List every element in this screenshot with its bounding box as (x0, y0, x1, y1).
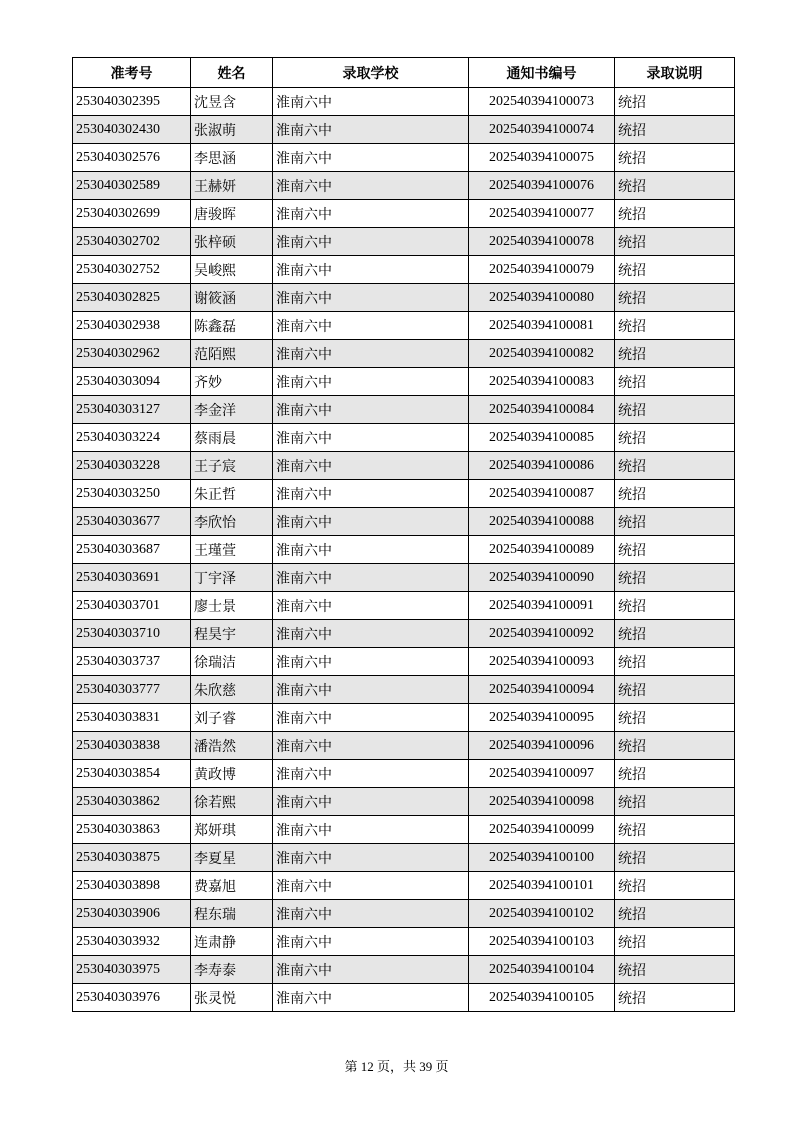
admission-note-cell: 统招 (615, 844, 735, 872)
notice-number-cell: 202540394100088 (469, 508, 615, 536)
table-row (73, 144, 735, 172)
notice-number-cell: 202540394100074 (469, 116, 615, 144)
notice-number-cell: 202540394100080 (469, 284, 615, 312)
school-cell: 淮南六中 (273, 312, 469, 340)
admission-note-cell: 统招 (615, 648, 735, 676)
admission-note-cell: 统招 (615, 480, 735, 508)
name-cell: 李金洋 (191, 396, 273, 424)
exam-number-cell: 253040303701 (73, 592, 191, 620)
table-row (73, 88, 735, 116)
school-cell: 淮南六中 (273, 648, 469, 676)
exam-number-cell: 253040303224 (73, 424, 191, 452)
school-cell: 淮南六中 (273, 620, 469, 648)
table-row (73, 256, 735, 284)
admission-table (72, 57, 735, 1012)
admission-note-cell: 统招 (615, 872, 735, 900)
school-cell: 淮南六中 (273, 844, 469, 872)
school-cell: 淮南六中 (273, 872, 469, 900)
admission-note-cell: 统招 (615, 592, 735, 620)
exam-number-cell: 253040302699 (73, 200, 191, 228)
name-cell: 郑妍琪 (191, 816, 273, 844)
school-cell: 淮南六中 (273, 956, 469, 984)
admission-note-cell: 统招 (615, 116, 735, 144)
exam-number-cell: 253040303906 (73, 900, 191, 928)
exam-number-cell: 253040303250 (73, 480, 191, 508)
table-row (73, 368, 735, 396)
admission-note-cell: 统招 (615, 816, 735, 844)
exam-number-cell: 253040302752 (73, 256, 191, 284)
notice-number-cell: 202540394100094 (469, 676, 615, 704)
name-cell: 徐瑞洁 (191, 648, 273, 676)
notice-number-cell: 202540394100081 (469, 312, 615, 340)
table-row (73, 788, 735, 816)
admission-note-cell: 统招 (615, 284, 735, 312)
notice-number-cell: 202540394100086 (469, 452, 615, 480)
school-cell: 淮南六中 (273, 88, 469, 116)
name-cell: 朱欣慈 (191, 676, 273, 704)
notice-number-cell: 202540394100091 (469, 592, 615, 620)
name-cell: 连肃静 (191, 928, 273, 956)
admission-note-cell: 统招 (615, 256, 735, 284)
school-cell: 淮南六中 (273, 536, 469, 564)
admission-note-cell: 统招 (615, 536, 735, 564)
school-cell: 淮南六中 (273, 172, 469, 200)
school-cell: 淮南六中 (273, 116, 469, 144)
table-row (73, 396, 735, 424)
admission-note-cell: 统招 (615, 760, 735, 788)
table-row (73, 900, 735, 928)
admission-note-cell: 统招 (615, 424, 735, 452)
admission-note-cell: 统招 (615, 928, 735, 956)
name-cell: 徐若熙 (191, 788, 273, 816)
notice-number-cell: 202540394100085 (469, 424, 615, 452)
school-cell: 淮南六中 (273, 284, 469, 312)
table-row (73, 564, 735, 592)
header-school: 录取学校 (273, 58, 469, 88)
table-row (73, 872, 735, 900)
admission-note-cell: 统招 (615, 900, 735, 928)
exam-number-cell: 253040303687 (73, 536, 191, 564)
header-admission-note: 录取说明 (615, 58, 735, 88)
notice-number-cell: 202540394100077 (469, 200, 615, 228)
exam-number-cell: 253040302395 (73, 88, 191, 116)
admission-note-cell: 统招 (615, 396, 735, 424)
school-cell: 淮南六中 (273, 228, 469, 256)
name-cell: 张淑萌 (191, 116, 273, 144)
name-cell: 李寿泰 (191, 956, 273, 984)
school-cell: 淮南六中 (273, 928, 469, 956)
name-cell: 陈鑫磊 (191, 312, 273, 340)
name-cell: 张梓硕 (191, 228, 273, 256)
school-cell: 淮南六中 (273, 732, 469, 760)
exam-number-cell: 253040302825 (73, 284, 191, 312)
admission-note-cell: 统招 (615, 676, 735, 704)
notice-number-cell: 202540394100078 (469, 228, 615, 256)
table-row (73, 760, 735, 788)
admission-note-cell: 统招 (615, 620, 735, 648)
header-exam-number: 准考号 (73, 58, 191, 88)
notice-number-cell: 202540394100092 (469, 620, 615, 648)
notice-number-cell: 202540394100084 (469, 396, 615, 424)
exam-number-cell: 253040303831 (73, 704, 191, 732)
name-cell: 程昊宇 (191, 620, 273, 648)
notice-number-cell: 202540394100103 (469, 928, 615, 956)
notice-number-cell: 202540394100104 (469, 956, 615, 984)
notice-number-cell: 202540394100079 (469, 256, 615, 284)
table-row (73, 536, 735, 564)
notice-number-cell: 202540394100095 (469, 704, 615, 732)
exam-number-cell: 253040302938 (73, 312, 191, 340)
school-cell: 淮南六中 (273, 900, 469, 928)
table-row (73, 956, 735, 984)
admission-note-cell: 统招 (615, 312, 735, 340)
school-cell: 淮南六中 (273, 508, 469, 536)
school-cell: 淮南六中 (273, 200, 469, 228)
table-row (73, 312, 735, 340)
school-cell: 淮南六中 (273, 452, 469, 480)
exam-number-cell: 253040303975 (73, 956, 191, 984)
table-row (73, 984, 735, 1012)
school-cell: 淮南六中 (273, 256, 469, 284)
table-row (73, 732, 735, 760)
table-row (73, 116, 735, 144)
name-cell: 李欣怡 (191, 508, 273, 536)
name-cell: 吴峻熙 (191, 256, 273, 284)
name-cell: 唐骏晖 (191, 200, 273, 228)
school-cell: 淮南六中 (273, 676, 469, 704)
exam-number-cell: 253040302962 (73, 340, 191, 368)
exam-number-cell: 253040303127 (73, 396, 191, 424)
exam-number-cell: 253040303838 (73, 732, 191, 760)
exam-number-cell: 253040303854 (73, 760, 191, 788)
exam-number-cell: 253040303862 (73, 788, 191, 816)
admission-note-cell: 统招 (615, 340, 735, 368)
admission-note-cell: 统招 (615, 144, 735, 172)
school-cell: 淮南六中 (273, 760, 469, 788)
exam-number-cell: 253040303691 (73, 564, 191, 592)
notice-number-cell: 202540394100087 (469, 480, 615, 508)
admission-note-cell: 统招 (615, 508, 735, 536)
exam-number-cell: 253040303777 (73, 676, 191, 704)
notice-number-cell: 202540394100093 (469, 648, 615, 676)
school-cell: 淮南六中 (273, 368, 469, 396)
name-cell: 潘浩然 (191, 732, 273, 760)
admission-note-cell: 统招 (615, 228, 735, 256)
table-row (73, 508, 735, 536)
name-cell: 朱正哲 (191, 480, 273, 508)
exam-number-cell: 253040303863 (73, 816, 191, 844)
notice-number-cell: 202540394100082 (469, 340, 615, 368)
name-cell: 廖士景 (191, 592, 273, 620)
school-cell: 淮南六中 (273, 340, 469, 368)
school-cell: 淮南六中 (273, 480, 469, 508)
admission-note-cell: 统招 (615, 732, 735, 760)
exam-number-cell: 253040303976 (73, 984, 191, 1012)
admission-note-cell: 统招 (615, 984, 735, 1012)
page-footer: 第 12 页，共 39 页 (344, 1059, 449, 1074)
exam-number-cell: 253040302576 (73, 144, 191, 172)
header-notice-number: 通知书编号 (469, 58, 615, 88)
table-row (73, 592, 735, 620)
table-row (73, 424, 735, 452)
name-cell: 王瑾萱 (191, 536, 273, 564)
notice-number-cell: 202540394100089 (469, 536, 615, 564)
name-cell: 黄政博 (191, 760, 273, 788)
exam-number-cell: 253040303677 (73, 508, 191, 536)
table-row (73, 284, 735, 312)
header-name: 姓名 (191, 58, 273, 88)
table-row (73, 620, 735, 648)
exam-number-cell: 253040303228 (73, 452, 191, 480)
exam-number-cell: 253040303737 (73, 648, 191, 676)
table-row (73, 676, 735, 704)
exam-number-cell: 253040303710 (73, 620, 191, 648)
school-cell: 淮南六中 (273, 704, 469, 732)
name-cell: 齐妙 (191, 368, 273, 396)
exam-number-cell: 253040303932 (73, 928, 191, 956)
notice-number-cell: 202540394100076 (469, 172, 615, 200)
notice-number-cell: 202540394100073 (469, 88, 615, 116)
table-row (73, 704, 735, 732)
admission-note-cell: 统招 (615, 564, 735, 592)
table-row (73, 480, 735, 508)
exam-number-cell: 253040303094 (73, 368, 191, 396)
admission-note-cell: 统招 (615, 88, 735, 116)
school-cell: 淮南六中 (273, 592, 469, 620)
notice-number-cell: 202540394100101 (469, 872, 615, 900)
notice-number-cell: 202540394100100 (469, 844, 615, 872)
admission-note-cell: 统招 (615, 956, 735, 984)
school-cell: 淮南六中 (273, 984, 469, 1012)
name-cell: 程东瑞 (191, 900, 273, 928)
table-row (73, 172, 735, 200)
admission-note-cell: 统招 (615, 452, 735, 480)
table-row (73, 228, 735, 256)
table-header-row (73, 58, 735, 88)
notice-number-cell: 202540394100097 (469, 760, 615, 788)
exam-number-cell: 253040303898 (73, 872, 191, 900)
table-row (73, 452, 735, 480)
name-cell: 谢筱涵 (191, 284, 273, 312)
notice-number-cell: 202540394100099 (469, 816, 615, 844)
admission-note-cell: 统招 (615, 704, 735, 732)
exam-number-cell: 253040302589 (73, 172, 191, 200)
admission-note-cell: 统招 (615, 368, 735, 396)
name-cell: 范陌熙 (191, 340, 273, 368)
table-row (73, 648, 735, 676)
school-cell: 淮南六中 (273, 144, 469, 172)
notice-number-cell: 202540394100083 (469, 368, 615, 396)
notice-number-cell: 202540394100075 (469, 144, 615, 172)
exam-number-cell: 253040302430 (73, 116, 191, 144)
table-row (73, 844, 735, 872)
name-cell: 王赫妍 (191, 172, 273, 200)
admission-note-cell: 统招 (615, 172, 735, 200)
exam-number-cell: 253040302702 (73, 228, 191, 256)
school-cell: 淮南六中 (273, 816, 469, 844)
name-cell: 王子宸 (191, 452, 273, 480)
school-cell: 淮南六中 (273, 396, 469, 424)
name-cell: 刘子睿 (191, 704, 273, 732)
table-row (73, 340, 735, 368)
notice-number-cell: 202540394100102 (469, 900, 615, 928)
name-cell: 丁宇泽 (191, 564, 273, 592)
name-cell: 张灵悦 (191, 984, 273, 1012)
notice-number-cell: 202540394100105 (469, 984, 615, 1012)
admission-note-cell: 统招 (615, 788, 735, 816)
table-row (73, 816, 735, 844)
school-cell: 淮南六中 (273, 424, 469, 452)
table-row (73, 928, 735, 956)
name-cell: 李思涵 (191, 144, 273, 172)
name-cell: 沈昱含 (191, 88, 273, 116)
name-cell: 蔡雨晨 (191, 424, 273, 452)
school-cell: 淮南六中 (273, 564, 469, 592)
exam-number-cell: 253040303875 (73, 844, 191, 872)
school-cell: 淮南六中 (273, 788, 469, 816)
name-cell: 费嘉旭 (191, 872, 273, 900)
notice-number-cell: 202540394100096 (469, 732, 615, 760)
notice-number-cell: 202540394100098 (469, 788, 615, 816)
admission-note-cell: 统招 (615, 200, 735, 228)
table-row (73, 200, 735, 228)
name-cell: 李夏星 (191, 844, 273, 872)
notice-number-cell: 202540394100090 (469, 564, 615, 592)
